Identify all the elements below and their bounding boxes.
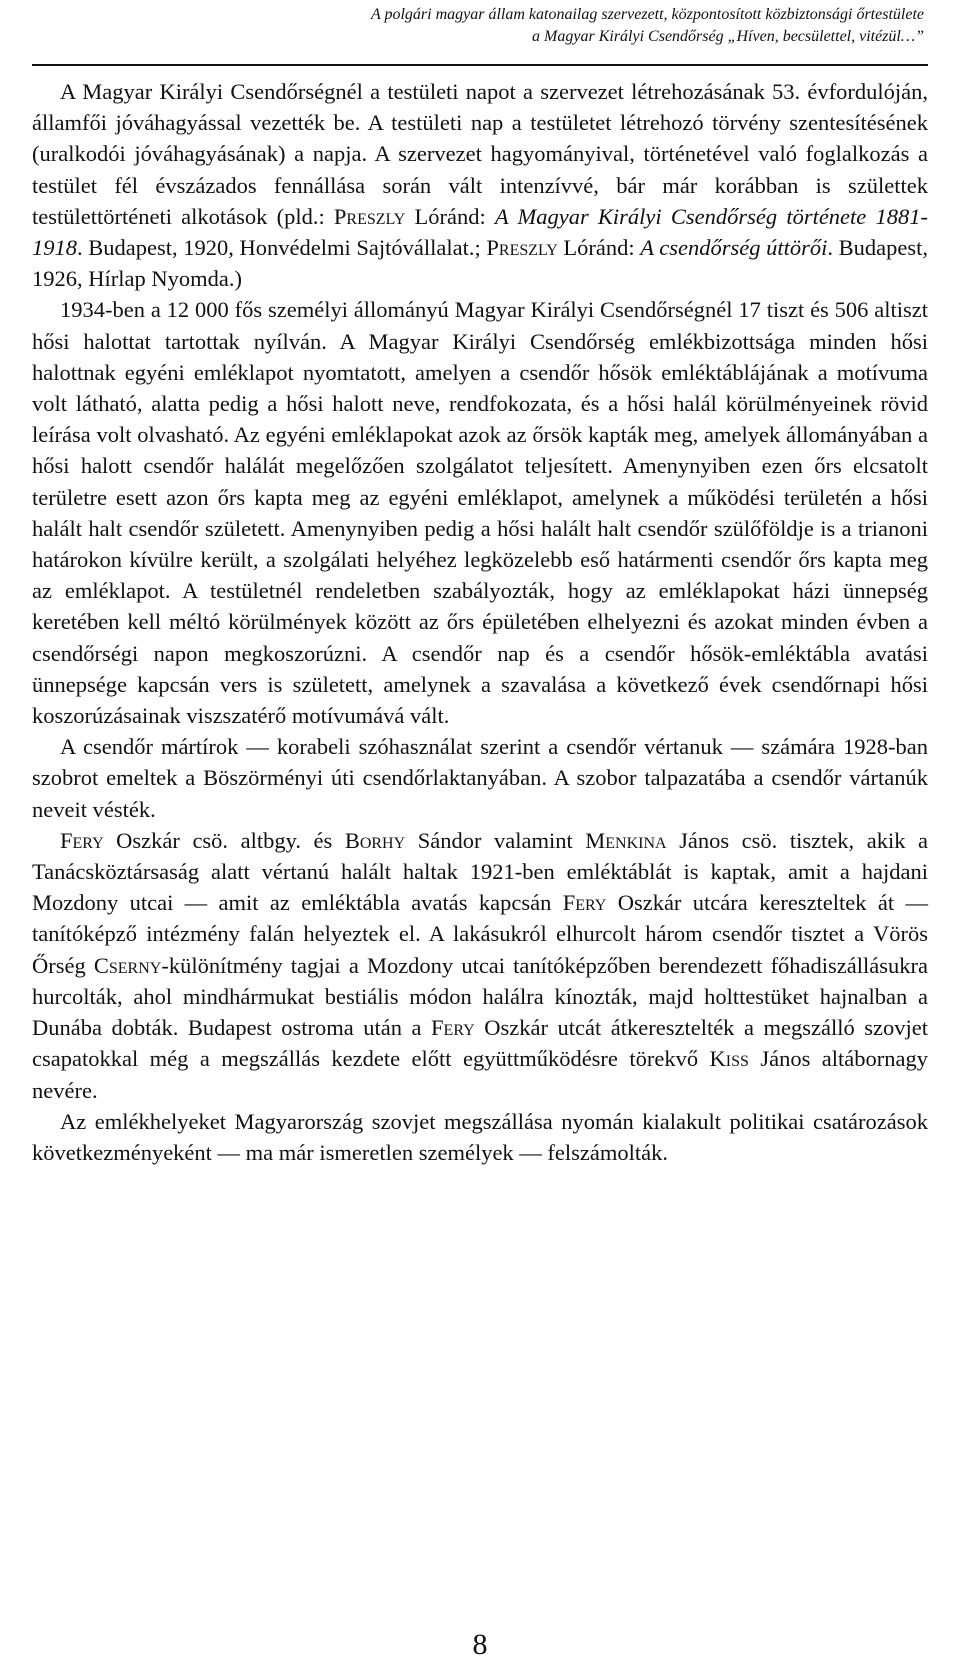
header-rule <box>32 64 928 66</box>
paragraph-1-text-b: Lóránd: <box>405 203 495 229</box>
running-header <box>32 0 928 48</box>
person-name: Fery <box>431 1015 475 1041</box>
paragraph-4-text-g: János altábornagy nevére. <box>32 1046 928 1103</box>
person-name: Kiss <box>709 1046 749 1072</box>
page-number: 8 <box>472 1628 488 1661</box>
paragraph-4-text-c: János csö. tisztek, akik a Tanácsköztársaság alatt vértanú halált haltak 1921-ben emléktáblát is kaptak, amit a hajdani Mozdony utcai — amit az emléktábla avatás kapcsán <box>32 827 928 916</box>
paragraph-1-text-c: . Budapest, 1920, Honvédelmi Sajtóvállalat.; <box>77 235 487 261</box>
book-title: A csendőrség úttörői <box>640 235 828 261</box>
paragraph-2: 1934-ben a 12 000 fős személyi állományú Magyar Királyi Csendőrségnél 17 tiszt és 506 altiszt hősi halottat tartottak nyílván. A Magyar Királyi Csendőrség emlékbizottsága minden hősi halottnak egyéni emléklapot nyomtatott, amelyen a csendőr hősök emléktáblájának a motívuma volt látható, alatta pedig a hősi halott neve, rendfokozata, és a hősi halál körülményeinek rövid leírása volt olvasható. Az egyéni emléklapokat azok az őrsök kapták meg, amelyek állományában a hősi halott csendőr halálát megelőzően szolgálatot teljesített. Amenynyiben ezen őrs elcsatolt területre esett azon őrs kapta meg az egyéni emléklapot, amelynek a működési területén a hősi halált halt csendőr született. Amenynyiben pedig a hősi halált halt csendőr szülőföldje is a trianoni határokon kívülre került, a szolgálati helyéhez legközelebb eső határmenti csendőr őrs kapta meg az emléklapot. A testületnél rendeletben szabályozták, hogy az emléklapokat házi ünnepség keretében kell méltó körülmények között az őrs épületében elhelyezni és azokat minden évben a csendőrségi napon megkoszorúzni. A csendőr nap és a csendőr hősök-emléktábla avatási ünnepsége kapcsán vers is született, amelynek a szavalása a következő évek csendőrnapi hősi koszorúzásainak viszszatérő motívumává vált. <box>32 297 928 729</box>
person-name: Menkina <box>585 827 667 853</box>
paragraph-3: A csendőr mártírok — korabeli szóhasználat szerint a csendőr vértanuk — számára 1928-ban szobrot emeltek a Böszörményi úti csendőrlaktanyában. A szobor talpazatába a csendőr vártanúk neveit vésték. <box>32 734 928 822</box>
paragraph-4-text-f: Oszkár utcát átkeresztelték a megszálló szovjet csapatokkal még a megszállás kezdete előtt együttműködésre törekvő <box>32 1015 928 1072</box>
author-name: Preszly <box>486 235 558 261</box>
book-title: A Magyar Királyi Csendőrség története 1881-1918 <box>32 203 928 261</box>
paragraph-1-text-a: A Magyar Királyi Csendőrségnél a testületi napot a szervezet létrehozásának 53. évfordulóján, államfői jóváhagyással vezették be. A testületi nap a testületet létrehozó törvény szentesítésének (uralkodói jóváhagyásának) a napja. A szervezet hagyományival, történetével való foglalkozás a testület fél évszázados fennállása során vált intenzívvé, bár már korábban is születtek testülettörténeti alkotások (pld.: <box>32 79 928 229</box>
paragraph-4-text-d: Oszkár utcára kereszteltek át — tanítóképző intézmény falán helyeztek el. A lakásukról elhurcolt három csendőr tisztet a Vörös Őrség <box>32 890 928 978</box>
paragraph-1-text-d: Lóránd: <box>557 235 641 261</box>
paragraph-1 <box>32 76 928 294</box>
paragraph-4-text-b: Sándor valamint <box>405 827 586 853</box>
document-page <box>32 0 928 1674</box>
paragraph-4 <box>32 825 928 1106</box>
paragraph-4-text-a: Oszkár csö. altbgy. és <box>103 827 345 853</box>
person-name: Borhy <box>344 827 406 853</box>
author-name: Preszly <box>333 203 406 229</box>
running-header-line-1: A polgári magyar állam katonailag szervezett, központosított közbiztonsági őrtestülete <box>370 6 924 23</box>
person-name: Fery <box>562 890 607 916</box>
body-text <box>32 76 928 1168</box>
person-name: Cserny <box>93 952 162 978</box>
person-name: Fery <box>60 827 104 853</box>
paragraph-4-text-e: -különítmény tagjai a Mozdony utcai tanítóképzőben berendezett főhadiszállásukra hurcolták, ahol mindhármukat bestiális módon halálra kínozták, majd holttestüket hajnalban a Dunába dobták. Budapest ostroma után a <box>32 952 929 1041</box>
paragraph-1-text-e: . Budapest, 1926, Hírlap Nyomda.) <box>32 235 929 292</box>
running-header-line-2: a Magyar Királyi Csendőrség „Híven, becsülettel, vitézül…” <box>532 28 924 45</box>
paragraph-5: Az emlékhelyeket Magyarország szovjet megszállása nyomán kialakult politikai csatározások következményeként — ma már ismeretlen személyek — felszámolták. <box>32 1108 928 1165</box>
